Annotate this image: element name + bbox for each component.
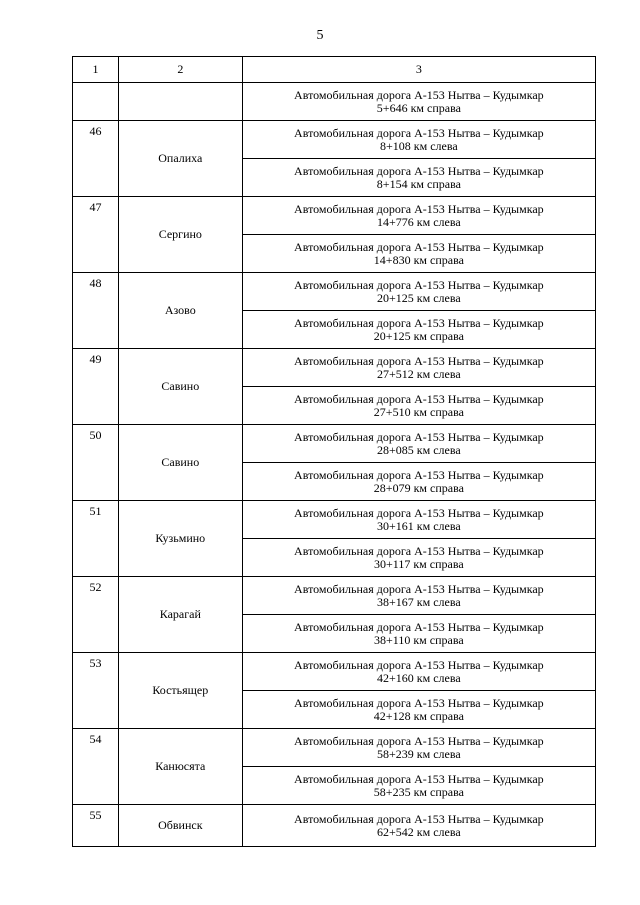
road-name: Автомобильная дорога А-153 Нытва – Кудымкар	[294, 771, 544, 786]
continuation-row	[73, 83, 596, 121]
stops-table-body	[73, 57, 596, 847]
header-row	[73, 57, 596, 83]
continuation-name-cell	[118, 83, 242, 121]
road-km: 62+542 км слева	[377, 824, 461, 839]
road-name: Автомобильная дорога А-153 Нытва – Кудымкар	[294, 619, 544, 634]
road-name: Автомобильная дорога А-153 Нытва – Кудымкар	[294, 543, 544, 558]
road-location-cell	[242, 349, 595, 387]
road-location-cell	[242, 653, 595, 691]
stop-name: Обвинск	[118, 805, 242, 847]
column-header-2: 2	[118, 57, 242, 83]
road-name: Автомобильная дорога А-153 Нытва – Кудымкар	[294, 315, 544, 330]
row-number: 54	[73, 729, 119, 805]
road-km: 42+160 км слева	[377, 670, 461, 685]
stop-name: Карагай	[118, 577, 242, 653]
road-name: Автомобильная дорога А-153 Нытва – Кудымкар	[294, 125, 544, 140]
table-row	[73, 653, 596, 691]
table-row	[73, 501, 596, 539]
road-location-cell	[242, 615, 595, 653]
road-km: 58+235 км справа	[373, 784, 464, 799]
road-location-cell	[242, 83, 595, 121]
stop-name: Канюсята	[118, 729, 242, 805]
row-number: 55	[73, 805, 119, 847]
road-km: 38+110 км справа	[374, 632, 464, 647]
road-name: Автомобильная дорога А-153 Нытва – Кудымкар	[294, 277, 544, 292]
stop-name: Опалиха	[118, 121, 242, 197]
row-number: 47	[73, 197, 119, 273]
page-number: 5	[316, 28, 324, 43]
road-location-cell	[242, 159, 595, 197]
road-name: Автомобильная дорога А-153 Нытва – Кудымкар	[294, 695, 544, 710]
row-number: 49	[73, 349, 119, 425]
table-row	[73, 729, 596, 767]
road-name: Автомобильная дорога А-153 Нытва – Кудымкар	[294, 87, 544, 102]
road-km: 5+646 км справа	[376, 100, 461, 115]
road-name: Автомобильная дорога А-153 Нытва – Кудымкар	[294, 429, 544, 444]
stops-table	[72, 56, 596, 847]
road-location-cell	[242, 463, 595, 501]
road-location-cell	[242, 425, 595, 463]
table-row	[73, 577, 596, 615]
road-km: 14+776 км слева	[377, 214, 461, 229]
road-name: Автомобильная дорога А-153 Нытва – Кудымкар	[294, 657, 544, 672]
road-name: Автомобильная дорога А-153 Нытва – Кудымкар	[294, 163, 544, 178]
road-name: Автомобильная дорога А-153 Нытва – Кудымкар	[294, 201, 544, 216]
row-number: 51	[73, 501, 119, 577]
road-location-cell	[242, 121, 595, 159]
road-km: 42+128 км справа	[373, 708, 464, 723]
road-location-cell	[242, 311, 595, 349]
road-km: 20+125 км справа	[373, 328, 464, 343]
road-name: Автомобильная дорога А-153 Нытва – Кудымкар	[294, 581, 544, 596]
row-number: 52	[73, 577, 119, 653]
road-km: 28+079 км справа	[373, 480, 464, 495]
road-km: 58+239 км слева	[377, 746, 461, 761]
road-km: 38+167 км слева	[377, 594, 461, 609]
row-number: 48	[73, 273, 119, 349]
road-km: 30+117 км справа	[374, 556, 464, 571]
continuation-num-cell	[73, 83, 119, 121]
stop-name: Савино	[118, 425, 242, 501]
road-km: 27+512 км слева	[377, 366, 461, 381]
road-location-cell	[242, 273, 595, 311]
road-km: 8+108 км слева	[380, 138, 458, 153]
road-location-cell	[242, 767, 595, 805]
column-header-3: 3	[242, 57, 595, 83]
stop-name: Азово	[118, 273, 242, 349]
road-km: 8+154 км справа	[376, 176, 461, 191]
road-km: 14+830 км справа	[373, 252, 464, 267]
road-location-cell	[242, 235, 595, 273]
row-number: 50	[73, 425, 119, 501]
table-row	[73, 197, 596, 235]
road-location-cell	[242, 805, 595, 847]
row-number: 46	[73, 121, 119, 197]
table-row	[73, 425, 596, 463]
road-location-cell	[242, 387, 595, 425]
road-name: Автомобильная дорога А-153 Нытва – Кудымкар	[294, 811, 544, 826]
table-row	[73, 273, 596, 311]
road-name: Автомобильная дорога А-153 Нытва – Кудымкар	[294, 467, 544, 482]
road-location-cell	[242, 729, 595, 767]
road-location-cell	[242, 197, 595, 235]
road-location-cell	[242, 539, 595, 577]
road-name: Автомобильная дорога А-153 Нытва – Кудымкар	[294, 239, 544, 254]
column-header-1: 1	[73, 57, 119, 83]
stop-name: Савино	[118, 349, 242, 425]
road-name: Автомобильная дорога А-153 Нытва – Кудымкар	[294, 391, 544, 406]
table-row	[73, 805, 596, 847]
road-km: 27+510 км справа	[373, 404, 464, 419]
table-row	[73, 121, 596, 159]
road-location-cell	[242, 501, 595, 539]
road-name: Автомобильная дорога А-153 Нытва – Кудымкар	[294, 733, 544, 748]
stop-name: Костьящер	[118, 653, 242, 729]
road-name: Автомобильная дорога А-153 Нытва – Кудымкар	[294, 505, 544, 520]
table-row	[73, 349, 596, 387]
road-km: 30+161 км слева	[377, 518, 461, 533]
road-location-cell	[242, 577, 595, 615]
road-km: 20+125 км слева	[377, 290, 461, 305]
stop-name: Сергино	[118, 197, 242, 273]
road-location-cell	[242, 691, 595, 729]
row-number: 53	[73, 653, 119, 729]
road-name: Автомобильная дорога А-153 Нытва – Кудымкар	[294, 353, 544, 368]
stop-name: Кузьмино	[118, 501, 242, 577]
road-km: 28+085 км слева	[377, 442, 461, 457]
